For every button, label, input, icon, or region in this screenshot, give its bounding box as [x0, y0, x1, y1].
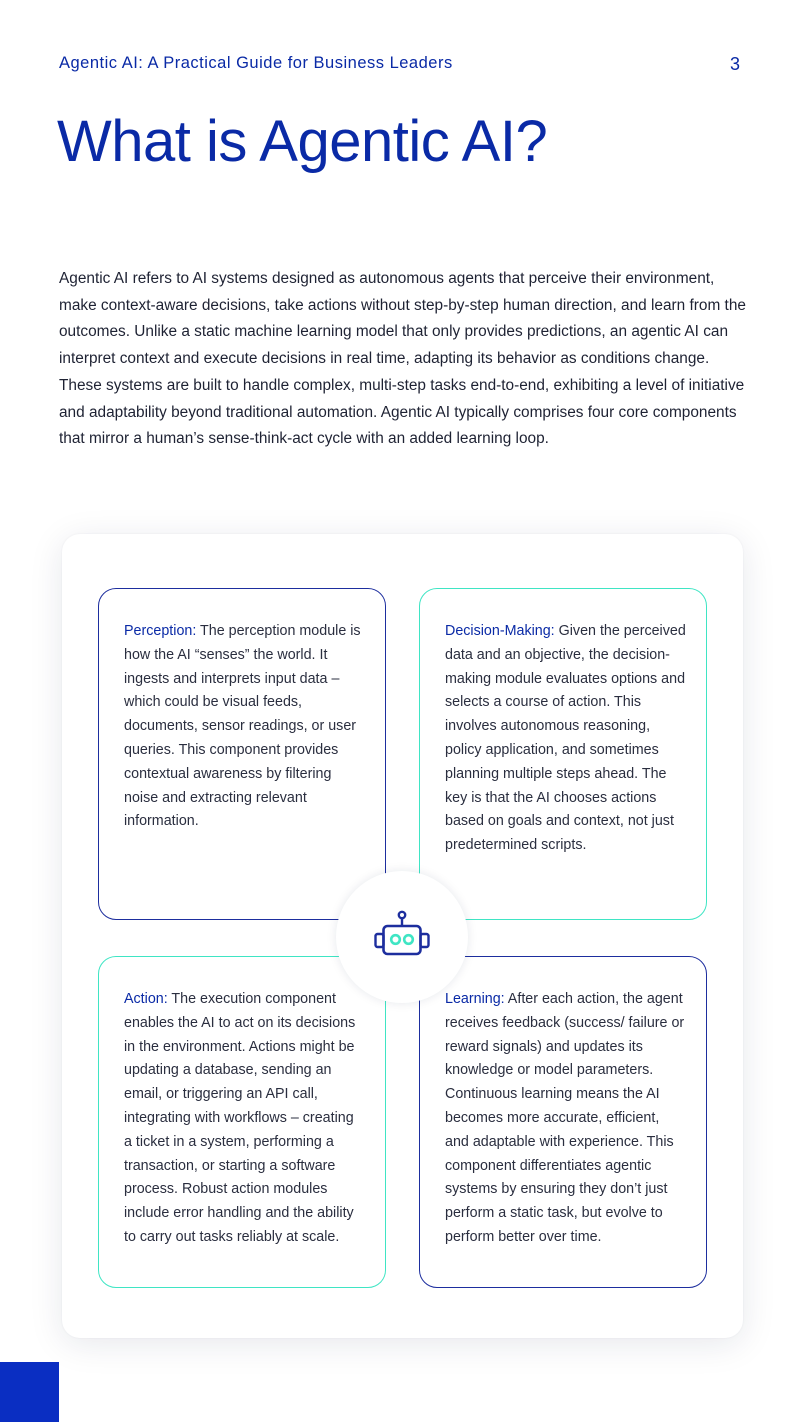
card-text: The perception module is how the AI “senses” the world. It ingests and interprets input data – which could be visual feeds, documents, sensor readings, or user queries. This component provides contextual awareness by filtering noise and extracting relevant information. [124, 623, 361, 830]
card-lead: Action: [124, 991, 168, 1007]
card-lead: Decision-Making: [445, 623, 555, 639]
center-badge [336, 871, 468, 1003]
corner-block [0, 1362, 59, 1422]
card-lead: Perception: [124, 623, 197, 639]
card-decision-making [419, 588, 707, 920]
page-title: What is Agentic AI? [57, 109, 548, 174]
card-lead: Learning: [445, 991, 505, 1007]
card-text: After each action, the agent receives feedback (success/ failure or reward signals) and updates its knowledge or model parameters. Continuous learning means the AI becomes more accurate, efficient, and adaptable with experience. This component differentiates agentic systems by ensuring they don’t just perform a static task, but evolve to perform better over time. [445, 991, 685, 1245]
card-perception [98, 588, 386, 920]
card-text: Given the perceived data and an objective, the decision-making module evaluates options and selects a course of action. This involves autonomous reasoning, policy application, and sometimes planning multiple steps ahead. The key is that the AI chooses actions based on goals and context, not just predetermined scripts. [445, 623, 686, 854]
page-number: 3 [729, 54, 740, 74]
robot-icon [373, 909, 431, 961]
running-header: Agentic AI: A Practical Guide for Business Leaders [59, 54, 453, 72]
intro-paragraph: Agentic AI refers to AI systems designed as autonomous agents that perceive their environment, make context-aware decisions, take actions without step-by-step human direction, and learn from the outcomes. Unlike a static machine learning model that only provides predictions, an agentic AI can interpret context and execute decisions in real time, adapting its behavior as conditions change. These systems are built to handle complex, multi-step tasks end-to-end, exhibiting a level of initiative and adaptability beyond traditional automation. Agentic AI typically comprises four core components that mirror a human’s sense-think-act cycle with an added learning loop. [59, 270, 746, 448]
card-action [98, 956, 386, 1288]
card-learning [419, 956, 707, 1288]
card-text: The execution component enables the AI to act on its decisions in the environment. Actions might be updating a database, sending an email, or triggering an API call, integrating with workflows – creating a ticket in a system, performing a transaction, or starting a software process. Robust action modules include error handling and the ability to carry out tasks reliably at scale. [124, 991, 356, 1245]
